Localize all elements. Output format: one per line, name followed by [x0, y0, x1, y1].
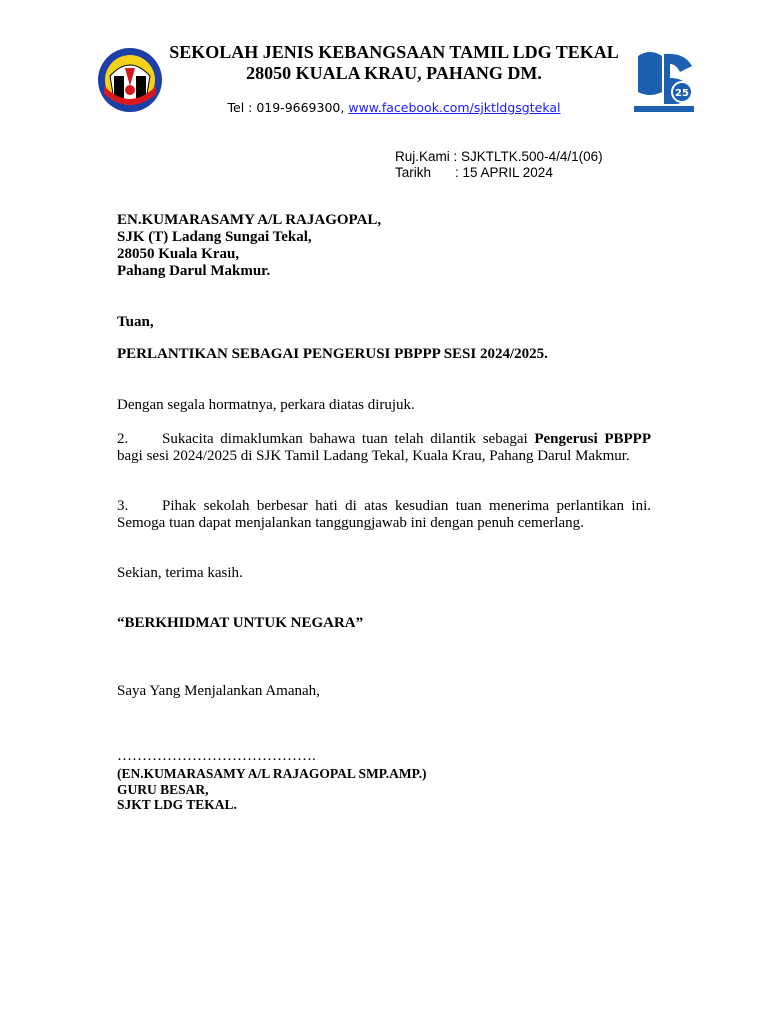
ref-value: : SJKTLTK.500-4/4/1(06)	[453, 149, 603, 164]
sign-off: Saya Yang Menjalankan Amanah,	[117, 683, 320, 699]
contact-line	[164, 100, 624, 116]
paragraph-number: 2.	[117, 431, 129, 447]
paragraph-2	[117, 431, 651, 465]
school-name: SEKOLAH JENIS KEBANGSAAN TAMIL LDG TEKAL	[169, 42, 619, 62]
signatory-name: (EN.KUMARASAMY A/L RAJAGOPAL SMP.AMP.)	[117, 766, 427, 781]
paragraph-number: 3.	[117, 498, 129, 514]
anniversary-25-logo	[632, 48, 696, 114]
date-label: Tarikh	[395, 165, 432, 180]
recipient-line: Pahang Darul Makmur.	[117, 263, 271, 279]
facebook-link[interactable]: www.facebook.com/sjktldgsgtekal	[348, 100, 561, 115]
recipient-address	[117, 212, 381, 280]
signature-line: ………………………………….	[117, 748, 316, 764]
paragraph-text: Pihak sekolah berbesar hati di atas kesudian tuan menerima perlantikan ini. Semoga tuan dapat menjalankan tanggungjawab ini dengan penuh cemerlang.	[117, 498, 651, 531]
paragraph-text: Sukacita dimaklumkan bahawa tuan telah dilantik sebagai	[162, 431, 535, 447]
signatory-title: GURU BESAR,	[117, 781, 209, 797]
paragraph-text: bagi sesi 2024/2025 di SJK Tamil Ladang Tekal, Kuala Krau, Pahang Darul Makmur.	[117, 448, 630, 464]
paragraph-1: Dengan segala hormatnya, perkara diatas dirujuk.	[117, 397, 415, 413]
paragraph-3	[117, 498, 651, 532]
salutation: Tuan,	[117, 314, 154, 330]
date-value: : 15 APRIL 2024	[455, 165, 553, 180]
signatory-school: SJKT LDG TEKAL.	[117, 797, 237, 812]
school-address: 28050 KUALA KRAU, PAHANG DM.	[246, 63, 542, 83]
recipient-line: 28050 Kuala Krau,	[117, 246, 240, 262]
anniversary-number: 25	[675, 88, 689, 99]
recipient-line: SJK (T) Ladang Sungai Tekal,	[117, 229, 312, 245]
reference-block	[395, 149, 603, 181]
recipient-name: EN.KUMARASAMY A/L RAJAGOPAL,	[117, 212, 382, 228]
letter-subject: PERLANTIKAN SEBAGAI PENGERUSI PBPPP SESI 2024/2025.	[117, 346, 548, 362]
closing-line: Sekian, terima kasih.	[117, 565, 243, 581]
slogan: “BERKHIDMAT UNTUK NEGARA”	[117, 615, 364, 631]
telephone: Tel : 019-9669300,	[227, 100, 345, 115]
signature-block	[117, 766, 427, 813]
ref-label: Ruj.Kami	[395, 149, 450, 164]
school-crest-logo	[96, 46, 164, 114]
paragraph-bold-text: Pengerusi PBPPP	[534, 431, 651, 447]
